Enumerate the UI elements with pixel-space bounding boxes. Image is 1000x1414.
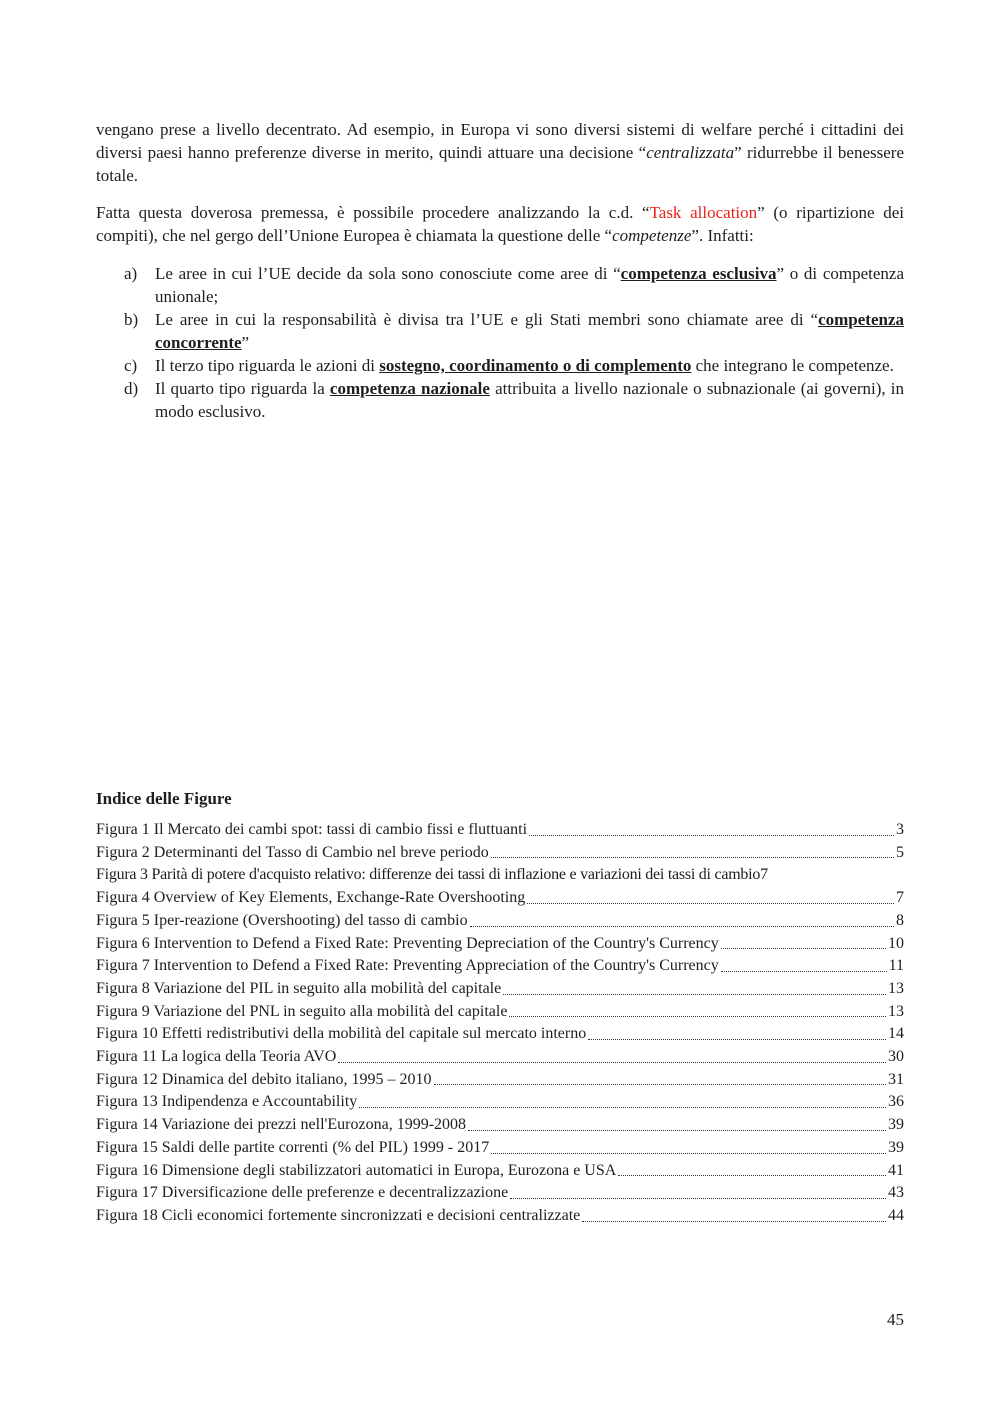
figure-index-title: Indice delle Figure bbox=[96, 789, 232, 808]
toc-leader bbox=[491, 1137, 886, 1154]
paragraph-task-allocation bbox=[96, 201, 904, 247]
task-allocation-highlight: Task allocation bbox=[649, 203, 758, 222]
list-text-pre: Il quarto tipo riguarda la bbox=[155, 379, 330, 398]
toc-leader bbox=[721, 955, 887, 972]
toc-entry[interactable] bbox=[96, 1091, 904, 1114]
toc-entry-page: 39 bbox=[888, 1138, 904, 1156]
toc-entry[interactable] bbox=[96, 1137, 904, 1160]
toc-leader bbox=[721, 933, 886, 950]
toc-entry-page: 11 bbox=[888, 957, 904, 975]
list-text-post: attribuita a livello nazionale o subnazionale (ai governi), in modo esclusivo. bbox=[155, 379, 905, 421]
list-text-pre: Il terzo tipo riguarda le azioni di bbox=[155, 356, 380, 375]
toc-leader bbox=[529, 819, 894, 836]
para2-emphasis: competenze bbox=[612, 226, 692, 245]
toc-entry-label: Figura 14 Variazione dei prezzi nell'Eurozona, 1999-2008 bbox=[96, 1116, 467, 1134]
toc-entry-label: Figura 9 Variazione del PNL in seguito alla mobilità del capitale bbox=[96, 1002, 508, 1020]
toc-entry[interactable] bbox=[96, 978, 904, 1001]
page-number: 45 bbox=[887, 1310, 904, 1329]
toc-entry[interactable] bbox=[96, 1046, 904, 1069]
toc-entry-page: 41 bbox=[888, 1161, 904, 1179]
toc-entry-page: 5 bbox=[896, 843, 904, 861]
toc-entry-label: Figura 17 Diversificazione delle preferenze e decentralizzazione bbox=[96, 1184, 509, 1202]
toc-entry[interactable] bbox=[96, 910, 904, 933]
toc-entry-label: Figura 4 Overview of Key Elements, Exchange-Rate Overshooting bbox=[96, 889, 526, 907]
toc-entry-page: 8 bbox=[896, 911, 904, 929]
toc-entry-label: Figura 8 Variazione del PIL in seguito alla mobilità del capitale bbox=[96, 979, 502, 997]
list-item bbox=[124, 377, 904, 423]
toc-entry-label: Figura 18 Cicli economici fortemente sincronizzati e decisioni centralizzate bbox=[96, 1206, 581, 1224]
list-item bbox=[124, 308, 904, 354]
list-text-post: che integrano le competenze. bbox=[691, 356, 894, 375]
toc-leader bbox=[509, 1001, 886, 1018]
list-item bbox=[124, 354, 904, 377]
toc-entry[interactable] bbox=[96, 1069, 904, 1092]
toc-entry-page: 31 bbox=[888, 1070, 904, 1088]
para2-text-a: Fatta questa doverosa premessa, è possibile procedere analizzando la c.d. “ bbox=[96, 203, 650, 222]
toc-entry-label: Figura 7 Intervention to Defend a Fixed Rate: Preventing Appreciation of the Country's Currency bbox=[96, 957, 719, 975]
toc-entry-page: 14 bbox=[888, 1025, 904, 1043]
list-key-term: competenza concorrente bbox=[155, 310, 904, 352]
toc-leader bbox=[510, 1182, 886, 1199]
toc-entry-page: 13 bbox=[888, 1002, 904, 1020]
para1-text-a: vengano prese a livello decentrato. Ad esempio, in Europa vi sono diversi sistemi di welfare perché i cittadini dei diversi paesi hanno preferenze diverse in merito, quindi attuare una decisione “ bbox=[96, 120, 904, 162]
toc-entry-label: Figura 3 Parità di potere d'acquisto relativo: differenze dei tassi di inflazione e variazioni dei tassi di cambio bbox=[96, 866, 761, 884]
toc-entry[interactable] bbox=[96, 864, 904, 887]
toc-entry[interactable] bbox=[96, 887, 904, 910]
list-text-post: ” bbox=[241, 333, 250, 352]
toc-leader bbox=[359, 1091, 886, 1108]
list-marker: d) bbox=[124, 379, 139, 398]
toc-entry-page: 30 bbox=[888, 1048, 904, 1066]
toc-entry[interactable] bbox=[96, 842, 904, 865]
toc-entry-label: Figura 15 Saldi delle partite correnti (% del PIL) 1999 - 2017 bbox=[96, 1138, 490, 1156]
toc-entry-label: Figura 16 Dimensione degli stabilizzatori automatici in Europa, Eurozona e USA bbox=[96, 1161, 617, 1179]
toc-entry[interactable] bbox=[96, 1023, 904, 1046]
toc-entry-page: 3 bbox=[896, 821, 904, 838]
toc-entry-label: Figura 1 Il Mercato dei cambi spot: tassi di cambio fissi e fluttuanti bbox=[96, 821, 528, 838]
list-key-term: sostegno, coordinamento o di complemento bbox=[379, 356, 692, 375]
list-item bbox=[124, 262, 904, 308]
toc-entry-label: Figura 5 Iper-reazione (Overshooting) del tasso di cambio bbox=[96, 911, 468, 929]
toc-entry[interactable] bbox=[96, 933, 904, 956]
toc-entry-page: 7 bbox=[896, 889, 904, 907]
list-marker: c) bbox=[124, 356, 138, 375]
toc-entry-label: Figura 6 Intervention to Defend a Fixed Rate: Preventing Depreciation of the Country's Currency bbox=[96, 934, 719, 952]
toc-entry-page: 36 bbox=[888, 1093, 904, 1111]
list-text-pre: Le aree in cui la responsabilità è divisa tra l’UE e gli Stati membri sono chiamate aree di “ bbox=[155, 310, 819, 329]
para1-emphasis: centralizzata bbox=[646, 143, 735, 162]
toc-entry-page: 10 bbox=[888, 934, 904, 952]
toc-entry[interactable] bbox=[96, 1114, 904, 1137]
list-text-pre: Le aree in cui l’UE decide da sola sono conosciute come aree di “ bbox=[155, 264, 621, 283]
toc-entry-label: Figura 10 Effetti redistributivi della mobilità del capitale sul mercato interno bbox=[96, 1025, 587, 1043]
list-marker: a) bbox=[124, 264, 138, 283]
toc-entry[interactable] bbox=[96, 1001, 904, 1024]
figure-index bbox=[96, 819, 904, 1228]
toc-entry-label: Figura 12 Dinamica del debito italiano, 1995 – 2010 bbox=[96, 1070, 432, 1088]
toc-entry-label: Figura 2 Determinanti del Tasso di Cambio nel breve periodo bbox=[96, 843, 489, 861]
competence-list bbox=[124, 262, 904, 423]
toc-leader bbox=[618, 1160, 886, 1177]
toc-entry[interactable] bbox=[96, 1205, 904, 1228]
list-marker: b) bbox=[124, 310, 139, 329]
toc-leader bbox=[434, 1069, 887, 1086]
toc-entry[interactable] bbox=[96, 1182, 904, 1205]
toc-entry[interactable] bbox=[96, 1160, 904, 1183]
toc-entry-page: 44 bbox=[888, 1206, 904, 1224]
toc-leader bbox=[491, 842, 894, 859]
para2-text-c: ”. Infatti: bbox=[691, 226, 754, 245]
list-text-post: ” o di competenza unionale; bbox=[155, 264, 904, 306]
toc-entry[interactable] bbox=[96, 955, 904, 978]
toc-entry-page: 13 bbox=[888, 979, 904, 997]
list-key-term: competenza esclusiva bbox=[620, 264, 777, 283]
toc-entry-label: Figura 11 La logica della Teoria AVO bbox=[96, 1048, 337, 1066]
toc-leader bbox=[527, 887, 894, 904]
toc-leader bbox=[582, 1205, 886, 1222]
toc-leader bbox=[470, 910, 894, 927]
list-key-term: competenza nazionale bbox=[329, 379, 490, 398]
para2-text-b: ” (o ripartizione dei compiti), che nel gergo dell’Unione Europea è chiamata la questione delle “ bbox=[96, 203, 904, 245]
paragraph-welfare bbox=[96, 118, 904, 187]
para1-text-b: ” ridurrebbe il benessere totale. bbox=[96, 143, 904, 185]
toc-entry-page: 43 bbox=[888, 1184, 904, 1202]
toc-leader bbox=[503, 978, 886, 995]
toc-leader bbox=[468, 1114, 886, 1131]
toc-entry-label: Figura 13 Indipendenza e Accountability bbox=[96, 1093, 358, 1111]
toc-leader bbox=[338, 1046, 886, 1063]
toc-entry-page: 7 bbox=[760, 866, 768, 884]
toc-entry-page: 39 bbox=[888, 1116, 904, 1134]
toc-leader bbox=[588, 1023, 886, 1040]
toc-entry[interactable] bbox=[96, 819, 904, 842]
